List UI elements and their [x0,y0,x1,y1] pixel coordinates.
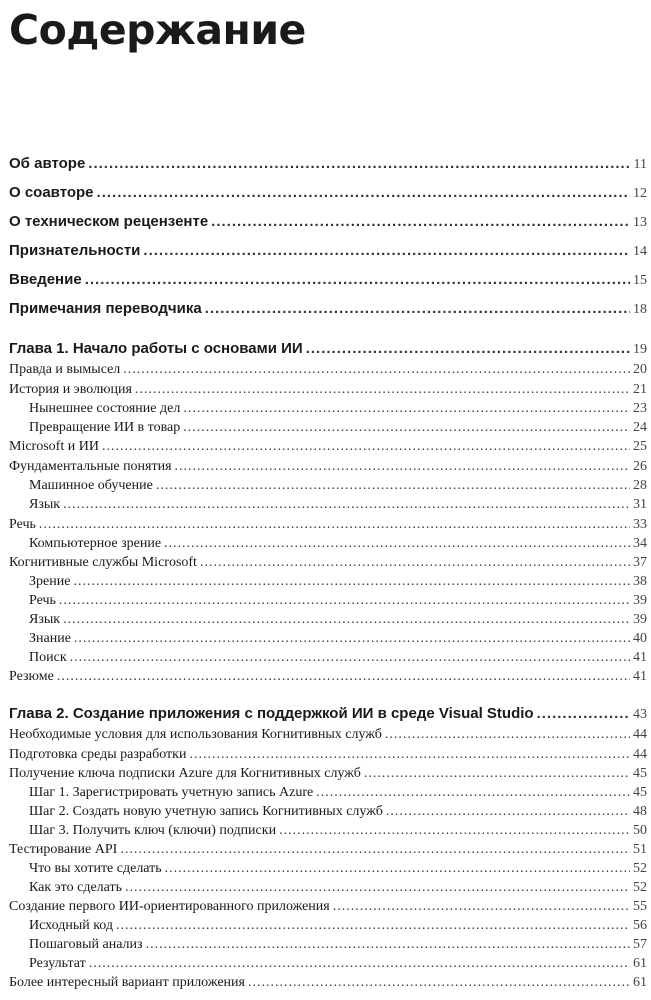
toc-entry-page: 20 [633,362,647,377]
toc-entry-label: О соавторе [9,184,94,201]
leader-dots [59,591,630,610]
toc-entry-page: 41 [633,650,647,665]
toc-subentry[interactable] [9,610,647,629]
toc-entry-label: Примечания переводчика [9,300,202,317]
toc-entry-page: 45 [633,785,647,800]
leader-dots [205,299,630,319]
toc-subentry[interactable] [9,495,647,514]
toc-entry-label: Результат [29,956,86,971]
toc-entry-about-author[interactable] [9,154,647,175]
leader-dots [386,802,630,821]
leader-dots [316,783,630,802]
toc-entry[interactable] [9,897,647,916]
toc-subentry[interactable] [9,476,647,495]
toc-entry[interactable] [9,553,647,572]
toc-chapter-2[interactable] [9,704,647,725]
toc-entry-page: 14 [633,244,647,259]
toc-entry-label: Как это сделать [29,880,123,895]
leader-dots [164,534,630,553]
toc-entry-page: 31 [633,497,647,512]
leader-dots [102,437,630,456]
leader-dots [248,973,630,992]
toc-entry-label: Речь [9,517,36,532]
toc-entry-label: Компьютерное зрение [29,536,162,551]
toc-entry-label: Microsoft и ИИ [9,439,99,454]
leader-dots [88,154,630,174]
toc-entry[interactable] [9,457,647,476]
toc-subentry[interactable] [9,591,647,610]
toc-entry-page: 44 [633,727,647,742]
leader-dots [70,648,630,667]
toc-entry-label: Знание [29,631,71,646]
toc-entry-page: 50 [633,823,647,838]
toc-entry-page: 15 [633,273,647,288]
leader-dots [211,212,630,232]
toc-entry-page: 28 [633,478,647,493]
leader-dots [537,704,630,724]
toc-entry-label: Язык [29,612,61,627]
toc-entry-label: Что вы хотите сделать [29,861,162,876]
leader-dots [189,745,630,764]
toc-entry-label: Правда и вымысел [9,362,121,377]
leader-dots [74,629,630,648]
toc-subentry[interactable] [9,418,647,437]
toc-entry-page: 43 [633,707,647,722]
leader-dots [175,457,630,476]
toc-entry-label: Пошаговый анализ [29,937,143,952]
toc-entry-label: Создание первого ИИ-ориентированного приложения [9,899,330,914]
leader-dots [120,840,630,859]
toc-entry-introduction[interactable] [9,270,647,291]
toc-subentry[interactable] [9,821,647,840]
leader-dots [306,339,630,359]
toc-entry-label: Тестирование API [9,842,118,857]
toc-entry-label: Превращение ИИ в товар [29,420,181,435]
toc-entry-label: Необходимые условия для использования Когнитивных служб [9,727,382,742]
toc-entry[interactable] [9,840,647,859]
toc-entry[interactable] [9,764,647,783]
toc-entry-page: 23 [633,401,647,416]
toc-subentry[interactable] [9,954,647,973]
toc-entry-page: 61 [633,975,647,990]
toc-entry-page: 37 [633,555,647,570]
leader-dots [156,476,630,495]
toc-entry-label: Получение ключа подписки Azure для Когнитивных служб [9,766,361,781]
toc-entry-about-coauthor[interactable] [9,183,647,204]
toc-entry[interactable] [9,515,647,534]
toc-entry[interactable] [9,973,647,992]
leader-dots [63,610,630,629]
leader-dots [279,821,630,840]
toc-subentry[interactable] [9,648,647,667]
toc-entry[interactable] [9,437,647,456]
toc-subentry[interactable] [9,802,647,821]
leader-dots [200,553,630,572]
toc-entry-label: Фундаментальные понятия [9,459,172,474]
toc-entry-page: 48 [633,804,647,819]
toc-chapter-1[interactable] [9,339,647,360]
toc-entry-page: 52 [633,880,647,895]
toc-entry-label: Исходный код [29,918,114,933]
leader-dots [116,916,630,935]
toc-entry[interactable] [9,360,647,379]
leader-dots [85,270,630,290]
toc-entry-page: 39 [633,593,647,608]
toc-entry-page: 13 [633,215,647,230]
leader-dots [183,418,630,437]
leader-dots [57,667,630,686]
toc-entry-label: Более интересный вариант приложения [9,975,245,990]
leader-dots [97,183,630,203]
toc-entry-label: Шаг 1. Зарегистрировать учетную запись Azure [29,785,314,800]
toc-entry-label: Признательности [9,242,141,259]
leader-dots [333,897,630,916]
toc-entry-label: Речь [29,593,56,608]
toc-entry-label: Нынешнее состояние дел [29,401,181,416]
toc-entry-label: Глава 2. Создание приложения с поддержкой ИИ в среде Visual Studio [9,705,534,722]
toc-subentry[interactable] [9,916,647,935]
leader-dots [89,954,630,973]
toc-entry-page: 57 [633,937,647,952]
toc-subentry[interactable] [9,399,647,418]
toc-entry-page: 52 [633,861,647,876]
toc-entry-page: 51 [633,842,647,857]
toc-entry-about-reviewer[interactable] [9,212,647,233]
toc-entry-label: Глава 1. Начало работы с основами ИИ [9,340,303,357]
toc-entry-page: 40 [633,631,647,646]
toc-entry-page: 21 [633,382,647,397]
toc-entry-page: 61 [633,956,647,971]
toc-entry-label: Подготовка среды разработки [9,747,187,762]
toc-entry[interactable] [9,745,647,764]
toc-subentry[interactable] [9,534,647,553]
toc-entry-page: 34 [633,536,647,551]
toc-entry[interactable] [9,380,647,399]
toc-subentry[interactable] [9,783,647,802]
toc-entry-label: Машинное обучение [29,478,153,493]
leader-dots [143,241,630,261]
toc-entry-page: 44 [633,747,647,762]
toc-subentry[interactable] [9,629,647,648]
toc-entry-label: Зрение [29,574,71,589]
toc-entry-page: 24 [633,420,647,435]
toc-entry-page: 26 [633,459,647,474]
leader-dots [165,859,630,878]
leader-dots [73,572,630,591]
leader-dots [123,360,630,379]
toc-entry[interactable] [9,725,647,744]
toc-subentry[interactable] [9,859,647,878]
toc-entry-page: 55 [633,899,647,914]
toc-subentry[interactable] [9,935,647,954]
leader-dots [146,935,630,954]
toc-entry-label: Введение [9,271,82,288]
toc-entry[interactable] [9,667,647,686]
toc-entry-page: 33 [633,517,647,532]
toc-entry-page: 25 [633,439,647,454]
toc-entry-label: Когнитивные службы Microsoft [9,555,197,570]
toc-entry-label: Шаг 3. Получить ключ (ключи) подписки [29,823,277,838]
toc-entry-translator-notes[interactable] [9,299,647,320]
leader-dots [385,725,630,744]
toc-entry-label: Резюме [9,669,54,684]
toc-entry-label: Об авторе [9,155,86,172]
toc-entry-label: История и эволюция [9,382,132,397]
toc-entry-acknowledgements[interactable] [9,241,647,262]
toc-subentry[interactable] [9,572,647,591]
toc-entry-page: 18 [633,302,647,317]
toc-subentry[interactable] [9,878,647,897]
leader-dots [125,878,630,897]
toc-entry-page: 41 [633,669,647,684]
toc-entry-page: 39 [633,612,647,627]
page-title: Содержание [9,6,306,54]
toc-entry-page: 11 [633,157,647,172]
toc-entry-page: 56 [633,918,647,933]
leader-dots [135,380,630,399]
toc-entry-page: 12 [633,186,647,201]
toc-entry-label: Поиск [29,650,67,665]
leader-dots [63,495,630,514]
leader-dots [364,764,630,783]
leader-dots [183,399,630,418]
toc-entry-label: Язык [29,497,61,512]
toc-entry-page: 38 [633,574,647,589]
toc-entry-page: 19 [633,342,647,357]
leader-dots [39,515,630,534]
toc-entry-label: Шаг 2. Создать новую учетную запись Когнитивных служб [29,804,383,819]
toc-entry-page: 45 [633,766,647,781]
toc-entry-label: О техническом рецензенте [9,213,209,230]
